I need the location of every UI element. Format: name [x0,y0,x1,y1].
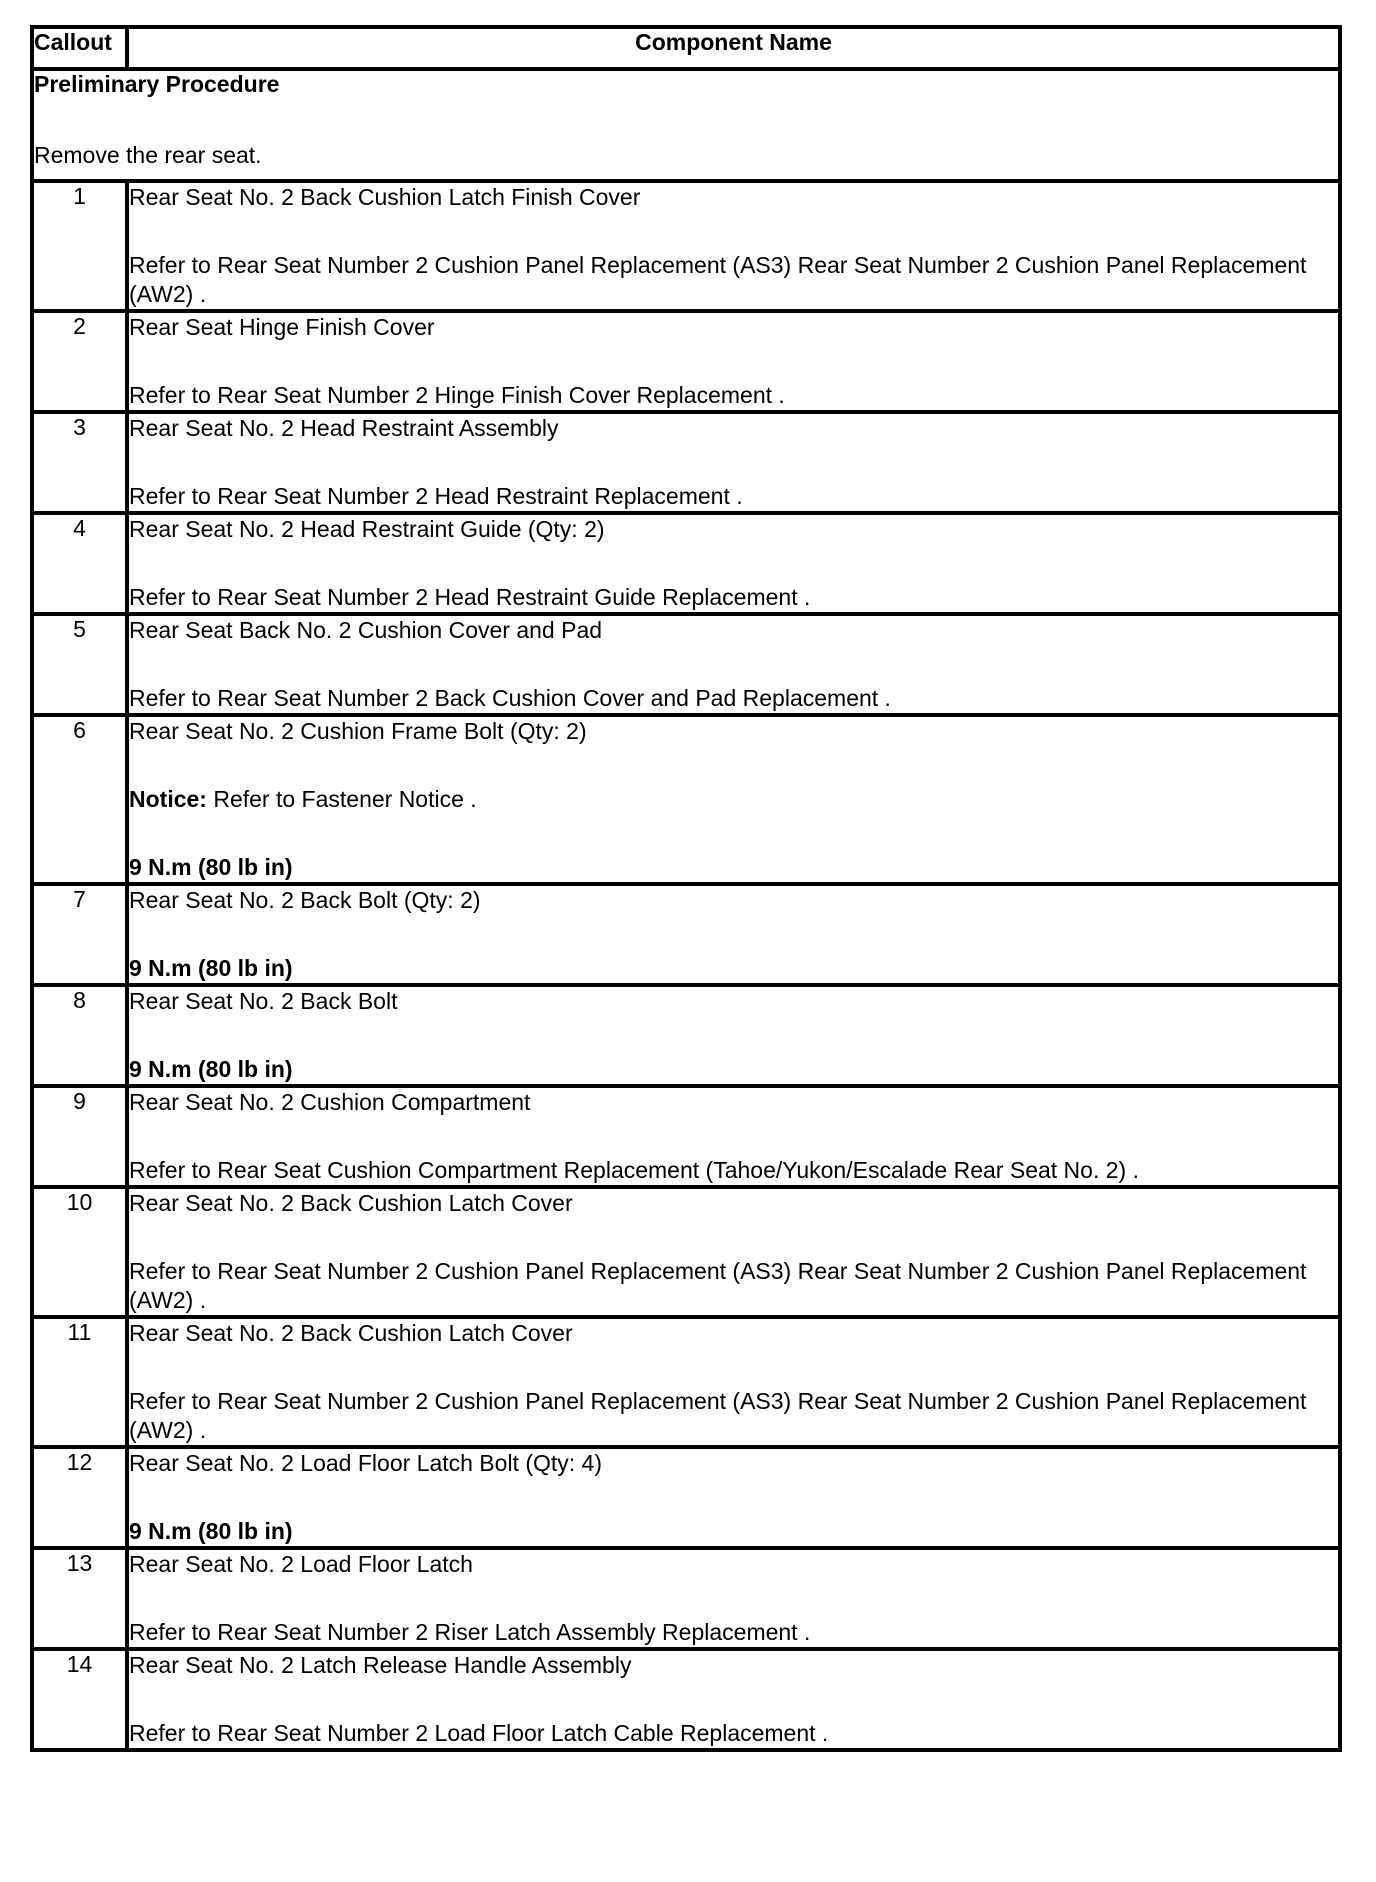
preliminary-text: Remove the rear seat. [34,142,262,168]
component-name: Rear Seat No. 2 Back Cushion Latch Cover [129,1190,573,1216]
torque-spec: 9 N.m (80 lb in) [129,1056,293,1082]
component-cell [127,985,1340,1086]
reference-text: Refer to Rear Seat Number 2 Load Floor Latch Cable Replacement . [129,1720,829,1746]
component-name: Rear Seat No. 2 Back Cushion Latch Cover [129,1320,573,1346]
callout-number: 3 [32,412,127,513]
component-name: Rear Seat No. 2 Back Cushion Latch Finish Cover [129,184,641,210]
spacer [129,1117,1338,1156]
torque-spec: 9 N.m (80 lb in) [129,1518,293,1544]
callout-number: 10 [32,1187,127,1317]
spacer [129,544,1338,583]
component-cell [127,1447,1340,1548]
component-cell [127,884,1340,985]
table-row [32,1649,1340,1750]
callout-number: 1 [32,181,127,311]
component-name: Rear Seat Back No. 2 Cushion Cover and Pad [129,617,603,643]
component-name: Rear Seat Hinge Finish Cover [129,314,435,340]
callout-number: 2 [32,311,127,412]
component-name: Rear Seat No. 2 Head Restraint Guide (Qty: 2) [129,516,605,542]
notice-line [129,785,1338,814]
callout-number: 12 [32,1447,127,1548]
rows-body [32,181,1340,1750]
spacer [129,915,1338,954]
spacer [129,746,1338,785]
notice-label: Notice: [129,786,207,812]
spacer [129,1016,1338,1055]
table-row [32,311,1340,412]
component-name: Rear Seat No. 2 Head Restraint Assembly [129,415,559,441]
table-row [32,1317,1340,1447]
component-cell [127,715,1340,884]
table-row [32,884,1340,985]
component-name: Rear Seat No. 2 Load Floor Latch Bolt (Qty: 4) [129,1450,603,1476]
callout-number: 7 [32,884,127,985]
spacer [129,1579,1338,1618]
table-row [32,715,1340,884]
component-cell [127,1187,1340,1317]
callout-number: 14 [32,1649,127,1750]
callout-number: 5 [32,614,127,715]
callout-number: 13 [32,1548,127,1649]
component-name: Rear Seat No. 2 Back Bolt (Qty: 2) [129,887,481,913]
component-cell [127,412,1340,513]
torque-spec: 9 N.m (80 lb in) [129,955,293,981]
reference-text: Refer to Rear Seat Number 2 Cushion Panel Replacement (AS3) Rear Seat Number 2 Cushion Panel Replacement (AW2) . [129,1258,1307,1313]
table-row [32,1548,1340,1649]
table-row [32,614,1340,715]
spacer [129,1680,1338,1719]
component-name: Rear Seat No. 2 Cushion Compartment [129,1089,531,1115]
component-name: Rear Seat No. 2 Load Floor Latch [129,1551,473,1577]
spacer [129,1478,1338,1517]
table-row [32,412,1340,513]
table-row [32,1187,1340,1317]
component-cell [127,1317,1340,1447]
preliminary-cell [32,69,1340,181]
spacer [129,342,1338,381]
spacer [129,645,1338,684]
torque-spec: 9 N.m (80 lb in) [129,854,293,880]
spacer [129,1218,1338,1257]
table-row [32,1447,1340,1548]
reference-text: Refer to Rear Seat Cushion Compartment Replacement (Tahoe/Yukon/Escalade Rear Seat No. 2) . [129,1157,1139,1183]
table-row [32,513,1340,614]
reference-text: Refer to Rear Seat Number 2 Cushion Panel Replacement (AS3) Rear Seat Number 2 Cushion Panel Replacement (AW2) . [129,1388,1307,1443]
reference-text: Refer to Rear Seat Number 2 Riser Latch Assembly Replacement . [129,1619,811,1645]
component-cell [127,1548,1340,1649]
callout-number: 11 [32,1317,127,1447]
preliminary-row [32,69,1340,181]
component-cell [127,513,1340,614]
header-row [32,27,1340,69]
spacer [129,1348,1338,1387]
component-name: Rear Seat No. 2 Cushion Frame Bolt (Qty: 2) [129,718,587,744]
callout-number: 9 [32,1086,127,1187]
component-name: Rear Seat No. 2 Back Bolt [129,988,398,1014]
component-cell [127,614,1340,715]
reference-text: Refer to Rear Seat Number 2 Head Restraint Replacement . [129,483,743,509]
component-table [30,25,1342,1752]
table-row [32,985,1340,1086]
callout-number: 6 [32,715,127,884]
callout-number: 8 [32,985,127,1086]
reference-text: Refer to Rear Seat Number 2 Back Cushion Cover and Pad Replacement . [129,685,891,711]
component-cell [127,181,1340,311]
reference-text: Refer to Rear Seat Number 2 Cushion Panel Replacement (AS3) Rear Seat Number 2 Cushion Panel Replacement (AW2) . [129,252,1307,307]
reference-text: Refer to Rear Seat Number 2 Head Restraint Guide Replacement . [129,584,811,610]
reference-text: Refer to Rear Seat Number 2 Hinge Finish Cover Replacement . [129,382,785,408]
component-name: Rear Seat No. 2 Latch Release Handle Assembly [129,1652,632,1678]
table-row [32,181,1340,311]
component-cell [127,1086,1340,1187]
spacer [129,443,1338,482]
spacer [129,814,1338,853]
callout-number: 4 [32,513,127,614]
component-cell [127,311,1340,412]
preliminary-title: Preliminary Procedure [34,71,280,97]
component-name-header: Component Name [127,27,1340,69]
table-row [32,1086,1340,1187]
callout-header: Callout [32,27,127,69]
notice-text: Refer to Fastener Notice . [206,786,477,812]
spacer [129,212,1338,251]
component-cell [127,1649,1340,1750]
